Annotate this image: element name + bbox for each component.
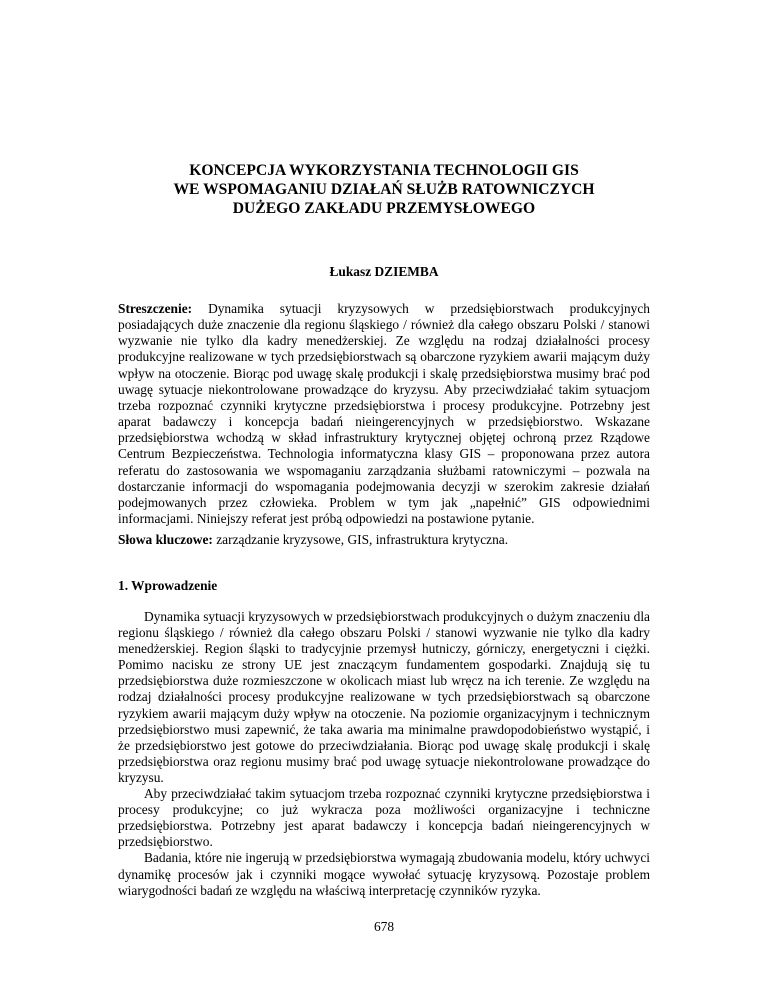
title-line-1: KONCEPCJA WYKORZYSTANIA TECHNOLOGII GIS: [189, 162, 579, 179]
keywords: [118, 532, 650, 548]
paragraph: Badania, które nie ingerują w przedsiębiorstwa wymagają zbudowania modelu, który uchwyci dynamikę procesów jak i czynniki mogące wywołać sytuację kryzysową. Pozostaje problem wiarygodności badań ze względu na właściwą interpretację czynników ryzyka.: [118, 850, 650, 898]
paragraph: Dynamika sytuacji kryzysowych w przedsiębiorstwach produkcyjnych o dużym znaczeniu dla regionu śląskiego / również dla całego obszaru Polski / stanowi wyzwanie nie tylko dla kadry menedżerskiej. Region śląski to tradycyjnie przemysł hutniczy, górniczy, energetyczni i ciężki. Pomimo nacisku ze strony UE jest znaczącym fundamentem gospodarki. Znajdują się tu przedsiębiorstwa duże rozmieszczone w okolicach miast lub wręcz na ich terenie. Ze względu na rodzaj działalności procesy produkcyjne realizowane w tych przedsiębiorstwach są obarczone ryzykiem awarii mającym duży wpływ na otoczenie. Na poziomie organizacyjnym i technicznym przedsiębiorstwo musi zapewnić, że taka awaria ma minimalne prawdopodobieństwo wystąpić, i że przedsiębiorstwo jest gotowe do przeciwdziałania. Biorąc pod uwagę skalę produkcji i skalę przedsiębiorstwa oraz regionu musimy brać pod uwagę sytuacje niekontrolowane prowadzące do kryzysu.: [118, 609, 650, 785]
paper-title: [118, 161, 650, 218]
keywords-label: Słowa kluczowe:: [118, 532, 213, 547]
title-line-3: DUŻEGO ZAKŁADU PRZEMYSŁOWEGO: [232, 200, 536, 217]
section-heading: 1. Wprowadzenie: [118, 578, 218, 593]
abstract-text: Dynamika sytuacji kryzysowych w przedsiębiorstwach produkcyjnych posiadających duże znaczenie dla regionu śląskiego / również dla całego obszaru Polski / stanowi wyzwanie nie tylko dla kadry menedżerskiej. Ze względu na rodzaj działalności procesy produkcyjne realizowane w tych przedsiębiorstwach są obarczone ryzykiem awarii mającym duży wpływ na otoczenie. Biorąc pod uwagę skalę produkcji i skalę przedsiębiorstwa musimy brać pod uwagę sytuacje niekontrolowane prowadzące do kryzysu. Aby przeciwdziałać takim sytuacjom trzeba rozpoznać czynniki krytyczne przedsiębiorstwa i procesy produkcyjne. Potrzebny jest aparat badawczy i koncepcja badań nieingerencyjnych w przedsiębiorstwo. Wskazane przedsiębiorstwa wchodzą w skład infrastruktury krytycznej objętej ochroną przez Rządowe Centrum Bezpieczeństwa. Technologia informatyczna klasy GIS – proponowana przez autora referatu do zastosowania we wspomaganiu zarządzania służbami ratowniczymi – pozwala na dostarczanie informacji do wspomagania podejmowania decyzji w szerokim zakresie działań podejmowanych przez człowieka. Problem w tym jak „napełnić” GIS odpowiednimi informacjami. Niniejszy referat jest próbą odpowiedzi na postawione pytanie.: [118, 301, 650, 527]
body-text: [118, 609, 650, 899]
paragraph: Aby przeciwdziałać takim sytuacjom trzeba rozpoznać czynniki krytyczne przedsiębiorstwa i procesy produkcyjne; co już wykracza poza możliwości organizacyjne i techniczne przedsiębiorstwa. Potrzebny jest aparat badawczy i koncepcja badań nieingerencyjnych w przedsiębiorstwo.: [118, 786, 650, 850]
keywords-text: zarządzanie kryzysowe, GIS, infrastruktura krytyczna.: [216, 532, 509, 547]
abstract: [118, 301, 650, 527]
author-name: Łukasz DZIEMBA: [329, 264, 439, 279]
page-number: 678: [373, 919, 395, 934]
abstract-label: Streszczenie:: [118, 301, 193, 316]
title-line-2: WE WSPOMAGANIU DZIAŁAŃ SŁUŻB RATOWNICZYCH: [173, 181, 595, 198]
